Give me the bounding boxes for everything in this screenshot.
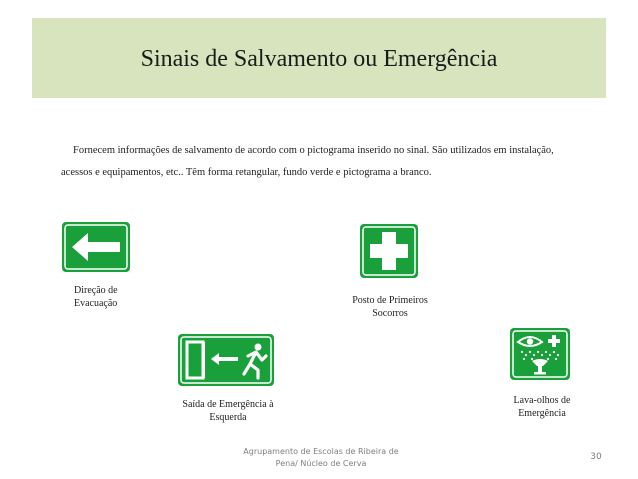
description-line-1: Fornecem informações de salvamento de acordo com o pictograma inserido no sinal. São utilizados em instalação,: [73, 145, 554, 156]
sign-label-first-aid: Posto de Primeiros Socorros: [352, 295, 428, 319]
arrow-left-icon: [62, 222, 130, 272]
page-number: 30: [590, 452, 602, 462]
description-line-2: acessos e equipamentos, etc.. Têm forma retangular, fundo verde e pictograma a branco.: [61, 167, 432, 178]
footer-text: Agrupamento de Escolas de Ribeira de Pena/ Núcleo de Cerva: [243, 447, 399, 468]
first-aid-cross-icon: [360, 224, 418, 278]
slide-description: [61, 140, 581, 184]
sign-label-evacuation: Direção de Evacuação: [74, 285, 118, 309]
slide-title: Sinais de Salvamento ou Emergência: [140, 46, 498, 72]
emergency-exit-left-icon: [178, 334, 274, 386]
sign-label-eye-wash: Lava-olhos de Emergência: [513, 395, 571, 419]
sign-label-emergency-exit: Saída de Emergência à Esquerda: [182, 399, 274, 423]
eye-wash-icon: [510, 328, 570, 380]
